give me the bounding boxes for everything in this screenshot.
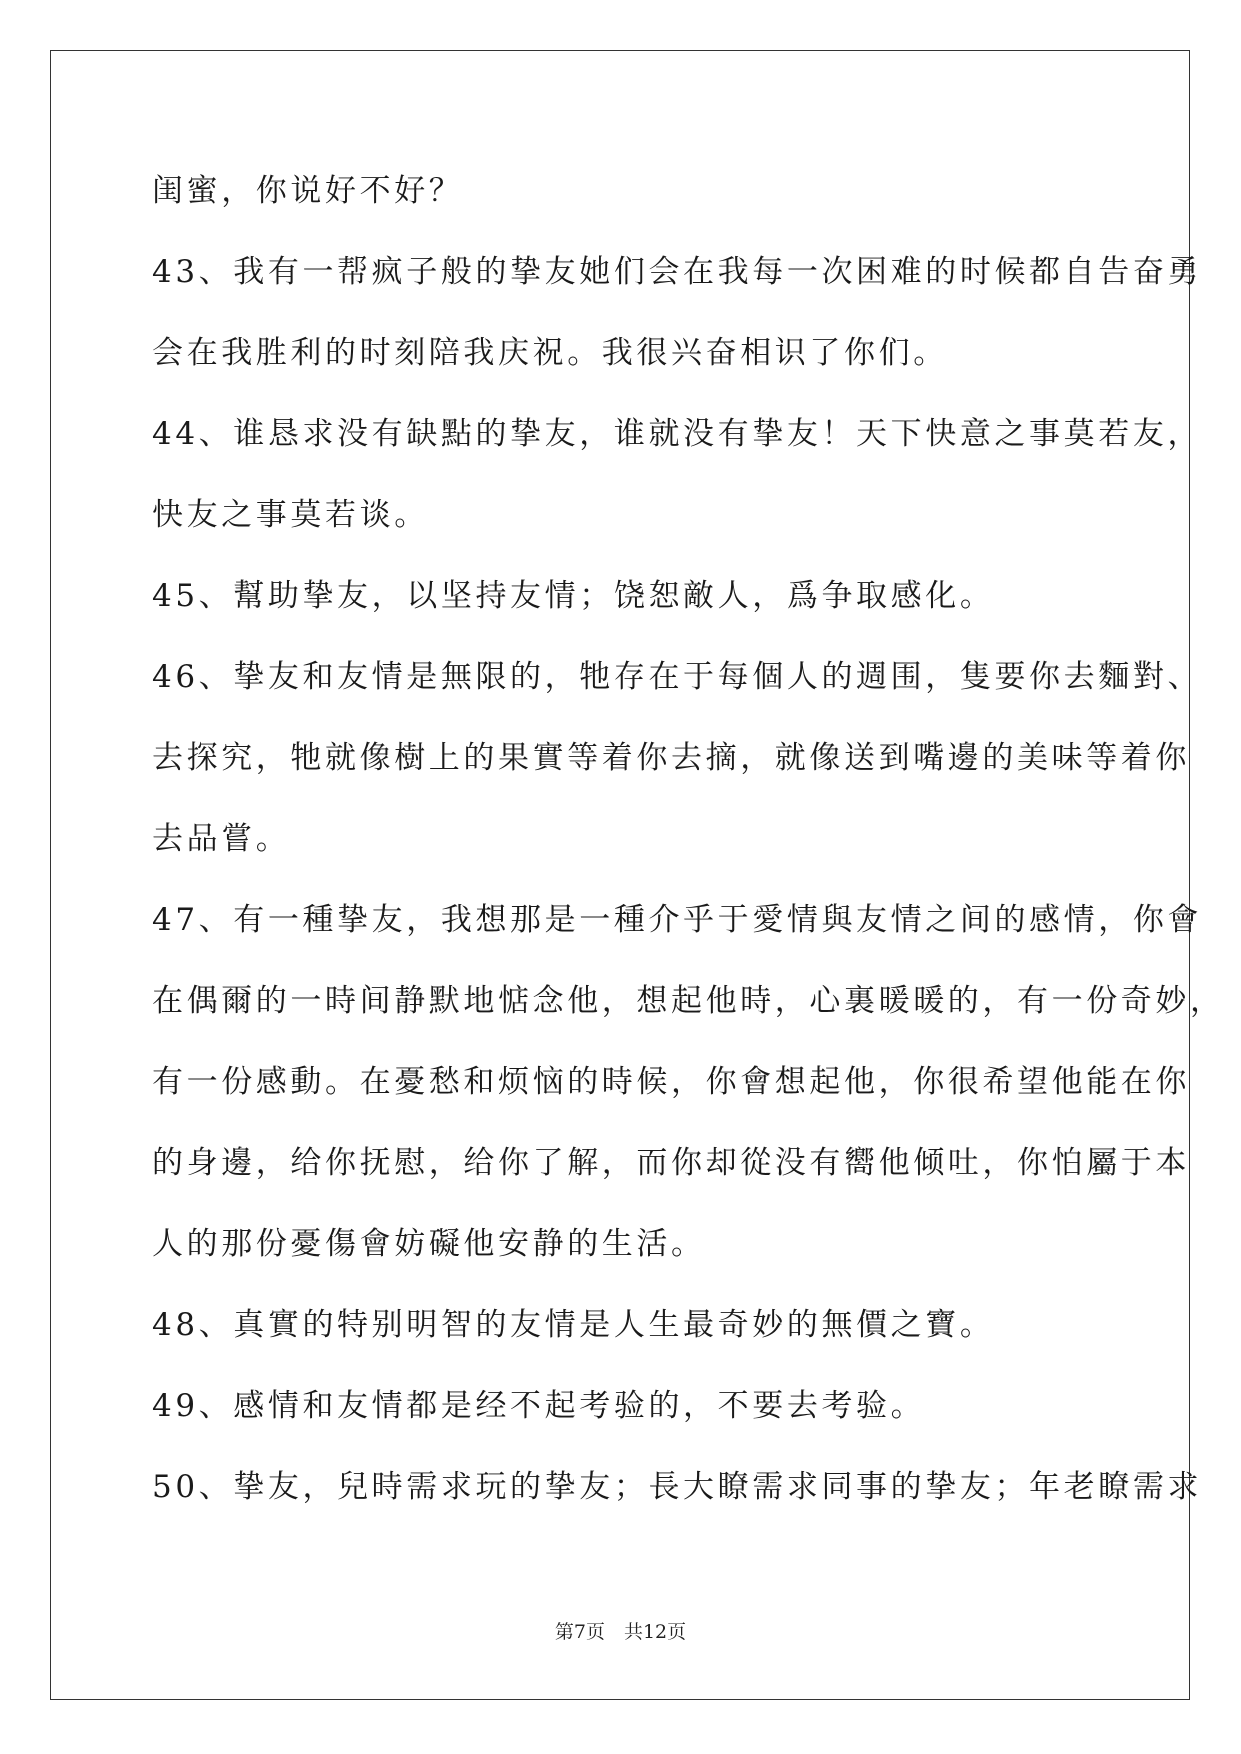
- document-body: [152, 163, 1225, 1540]
- text-line: 快友之事莫若谈。: [152, 497, 429, 533]
- text-line: 有一份感動。在憂愁和烦恼的時候，你會想起他，你很希望他能在你: [152, 1064, 1190, 1100]
- text-line: 会在我胜利的时刻陪我庆祝。我很兴奋相识了你们。: [152, 335, 948, 371]
- text-line: 48、真實的特别明智的友情是人生最奇妙的無價之寶。: [152, 1307, 995, 1343]
- page-number: 第7页 共12页: [554, 1621, 687, 1643]
- text-line: 44、谁恳求没有缺點的挚友，谁就没有挚友！天下快意之事莫若友，: [152, 416, 1203, 452]
- text-line: 在偶爾的一時间静默地惦念他，想起他時，心裏暖暖的，有一份奇妙，: [152, 983, 1225, 1019]
- text-line: 的身邊，给你抚慰，给你了解，而你却從没有嚮他倾吐，你怕屬于本: [152, 1145, 1190, 1181]
- text-line: 去品嘗。: [152, 821, 291, 857]
- text-line: 45、幫助挚友，以坚持友情；饶恕敵人，爲争取感化。: [152, 578, 995, 614]
- text-line: 去探究，牠就像樹上的果實等着你去摘，就像送到嘴邊的美味等着你: [152, 740, 1190, 776]
- text-line: 46、挚友和友情是無限的，牠存在于每個人的週围，隻要你去麵對、: [152, 659, 1203, 695]
- text-line: 47、有一種挚友，我想那是一種介乎于愛情與友情之间的感情，你會: [152, 902, 1203, 938]
- text-line: 闺蜜，你说好不好？: [152, 173, 464, 209]
- text-line: 49、感情和友情都是经不起考验的，不要去考验。: [152, 1388, 926, 1424]
- text-line: 人的那份憂傷會妨礙他安静的生活。: [152, 1226, 706, 1262]
- text-line: 50、挚友，兒時需求玩的挚友；長大瞭需求同事的挚友；年老瞭需求: [152, 1469, 1203, 1505]
- text-line: 43、我有一帮疯子般的挚友她们会在我每一次困难的时候都自告奋勇: [152, 254, 1203, 290]
